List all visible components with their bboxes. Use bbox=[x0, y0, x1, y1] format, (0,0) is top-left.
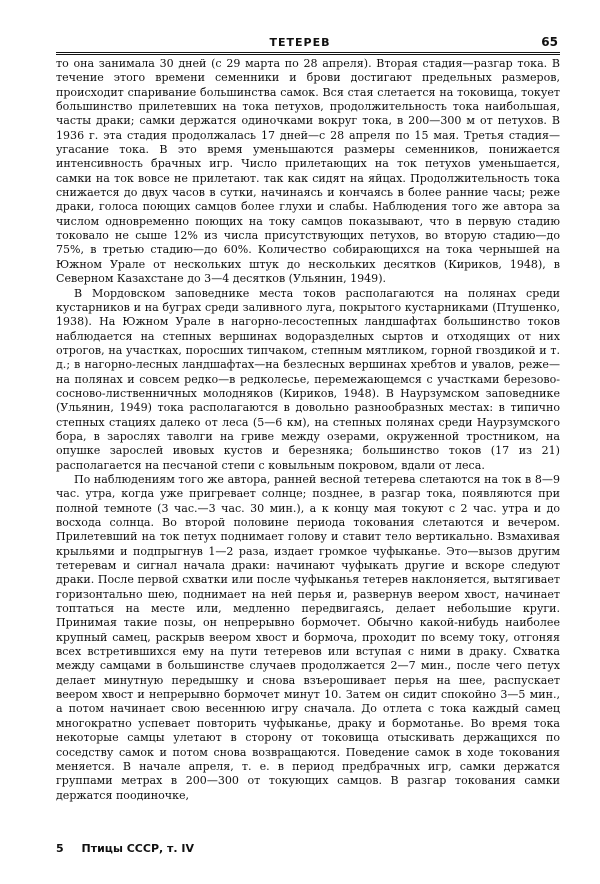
footer-text: Птицы СССР, т. IV bbox=[81, 842, 194, 855]
paragraph-3: По наблюдениям того же автора, ранней весной тетерева слетаются на ток в 8—9 час. утра, когда уже пригревает солнце; позднее, в разгар тока, появляются при полной темноте (3 час.—3 час. 30 мин.), а к концу мая токуют с 2 час. утра и до восхода солнца. Во второй половине периода токования слетаются и вечером. Прилетевший на ток петух поднимает голову и ставит тело вертикально. Взмахивая крыльями и подпрыгнув 1—2 раза, издает громкое чуфыканье. Это—вызов другим тетеревам и сигнал начала драки: начинают чуфыкать другие и вскоре следуют драки. После первой схватки или после чуфыканья тетерев наклоняется, вытягивает горизонтально шею, поднимает на ней перья и, развернув веером хвост, начинает топтаться на месте или, медленно передвигаясь, делает небольшие круги. Принимая такие позы, он непрерывно бормочет. Обычно какой-нибудь наиболее крупный самец, раскрыв веером хвост и бормоча, проходит по всему току, отгоняя всех встретившихся ему на пути тетеревов или вступая с ними в драку. Схватка между самцами в большинстве случаев продолжается 2—7 мин., после чего петух делает минутную передышку и снова взъерошивает перья на шее, распускает веером хвост и непрерывно бормочет минут 10. Затем он сидит спокойно 3—5 мин., а потом начинает свою весеннюю игру сначала. До отлета с тока каждый самец многократно успевает повторить чуфыканье, драку и бормотанье. Во время тока некоторые самцы улетают в сторону от токовища отыскивать держащихся по соседству самок и потом снова возвращаются. Поведение самок в ходе токования меняется. В начале апреля, т. е. в период предбрачных игр, самки держатся группами метрах в 200—300 от токующих самцов. В разгар токования самки держатся поодиночке, bbox=[56, 472, 560, 802]
body-text bbox=[56, 57, 560, 803]
page-number: 65 bbox=[541, 35, 558, 49]
footer bbox=[56, 842, 194, 855]
running-header-title: ТЕТЕРЕВ bbox=[269, 36, 331, 49]
paragraph-1: то она занимала 30 дней (с 29 марта по 28 апреля). Вторая стадия—разгар тока. В течение этого времени семенники и брови достигают предельных размеров, происходит спаривание большинства самок. Вся стая слетается на токовища, токует большинство прилетевших на тока петухов, продолжительность тока наибольшая, часты драки; самки держатся одиночками вокруг тока, в 200—300 м от петухов. В 1936 г. эта стадия продолжалась 17 дней—с 28 апреля по 15 мая. Третья стадия—угасание тока. В это время уменьшаются размеры семенников, понижается интенсивность брачных игр. Число прилетающих на ток петухов уменьшается, самки на ток вовсе не прилетают. так как сидят на яйцах. Продолжительность тока снижается до двух часов в сутки, начинаясь и кончаясь в более ранние часы; реже драки, голоса поющих самцов более глухи и слабы. Наблюдения того же автора за числом одновременно поющих на току самцов показывают, что в первую стадию токовало не сыше 12% из числа присутствующих петухов, во вторую стадию—до 75%, в третью стадию—до 60%. Количество собирающихся на тока чернышей на Южном Урале от нескольких штук до нескольких десятков (Кириков, 1948), в Северном Казахстане до 3—4 десятков (Ульянин, 1949). bbox=[56, 57, 560, 286]
header-rule bbox=[56, 52, 560, 55]
signature-mark: 5 bbox=[56, 842, 64, 855]
paragraph-2: В Мордовском заповеднике места токов располагаются на полянах среди кустарников и на буграх среди заливного луга, покрытого кустарниками (Птушенко, 1938). На Южном Урале в нагорно-лесостепных ландшафтах большинство токов наблюдается на степных вершинах водоразделных сыртов и отходящих от них отрогов, на участках, поросших типчаком, степным мятликом, горной гвоздикой и т. д.; в нагорно-лесных ландшафтах—на безлесных вершинах хребтов и увалов, реже—на полянах и совсем редко—в редколесье, перемежающемся с участками березово-сосново-лиственничных молодняков (Кириков, 1948). В Наурзумском заповеднике (Ульянин, 1949) тока располагаются в довольно разнообразных местах: в типично степных стациях далеко от леса (5—6 км), на степных полянах среди Наурзумского бора, в зарослях таволги на гриве между озерами, окруженной тростником, на опушке зарослей ивовых кустов и березняка; большинство токов (17 из 21) располагается на песчаной степи с ковыльным покровом, вдали от леса. bbox=[56, 286, 560, 472]
